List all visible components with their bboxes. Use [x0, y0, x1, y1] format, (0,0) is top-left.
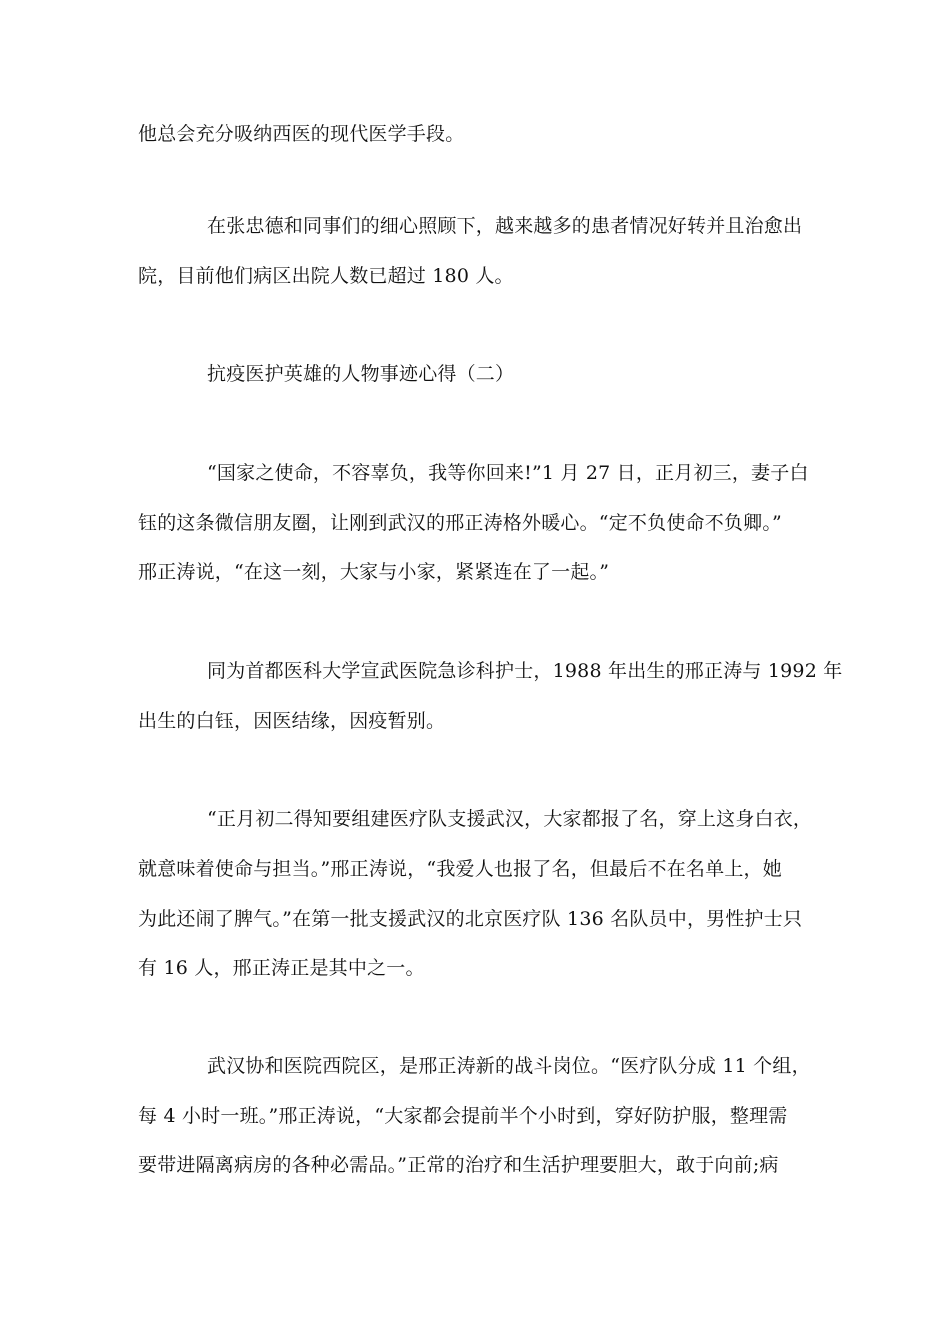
- paragraph-line: 每 4 小时一班。”邢正涛说，“大家都会提前半个小时到，穿好防护服，整理需: [138, 1105, 788, 1127]
- paragraph-line: 邢正涛说，“在这一刻，大家与小家，紧紧连在了一起。”: [138, 561, 610, 583]
- paragraph-line: 钰的这条微信朋友圈，让刚到武汉的邢正涛格外暖心。“定不负使命不负卿。”: [138, 512, 782, 534]
- paragraph-line: 在张忠德和同事们的细心照顾下，越来越多的患者情况好转并且治愈出: [207, 215, 803, 237]
- paragraph-line: 为此还闹了脾气。”在第一批支援武汉的北京医疗队 136 名队员中，男性护士只: [138, 908, 803, 930]
- paragraph-line: 他总会充分吸纳西医的现代医学手段。: [138, 123, 465, 145]
- paragraph-line: 要带进隔离病房的各种必需品。”正常的治疗和生活护理要胆大，敢于向前;病: [138, 1154, 779, 1176]
- paragraph-line: “国家之使命，不容辜负，我等你回来!”1 月 27 日，正月初三，妻子白: [207, 462, 809, 484]
- paragraph-line: 就意味着使命与担当。”邢正涛说，“我爱人也报了名，但最后不在名单上，她: [138, 858, 782, 880]
- paragraph-line: 武汉协和医院西院区，是邢正涛新的战斗岗位。“医疗队分成 11 个组，: [207, 1055, 811, 1077]
- paragraph-line: 同为首都医科大学宣武医院急诊科护士，1988 年出生的邢正涛与 1992 年: [207, 660, 843, 682]
- paragraph-line: 院，目前他们病区出院人数已超过 180 人。: [138, 265, 514, 287]
- paragraph-line: 有 16 人，邢正涛正是其中之一。: [138, 957, 425, 979]
- paragraph-line: “正月初二得知要组建医疗队支援武汉，大家都报了名，穿上这身白衣，: [207, 808, 813, 830]
- section-heading: 抗疫医护英雄的人物事迹心得（二）: [207, 363, 515, 385]
- paragraph-line: 出生的白钰，因医结缘，因疫暂别。: [138, 710, 446, 732]
